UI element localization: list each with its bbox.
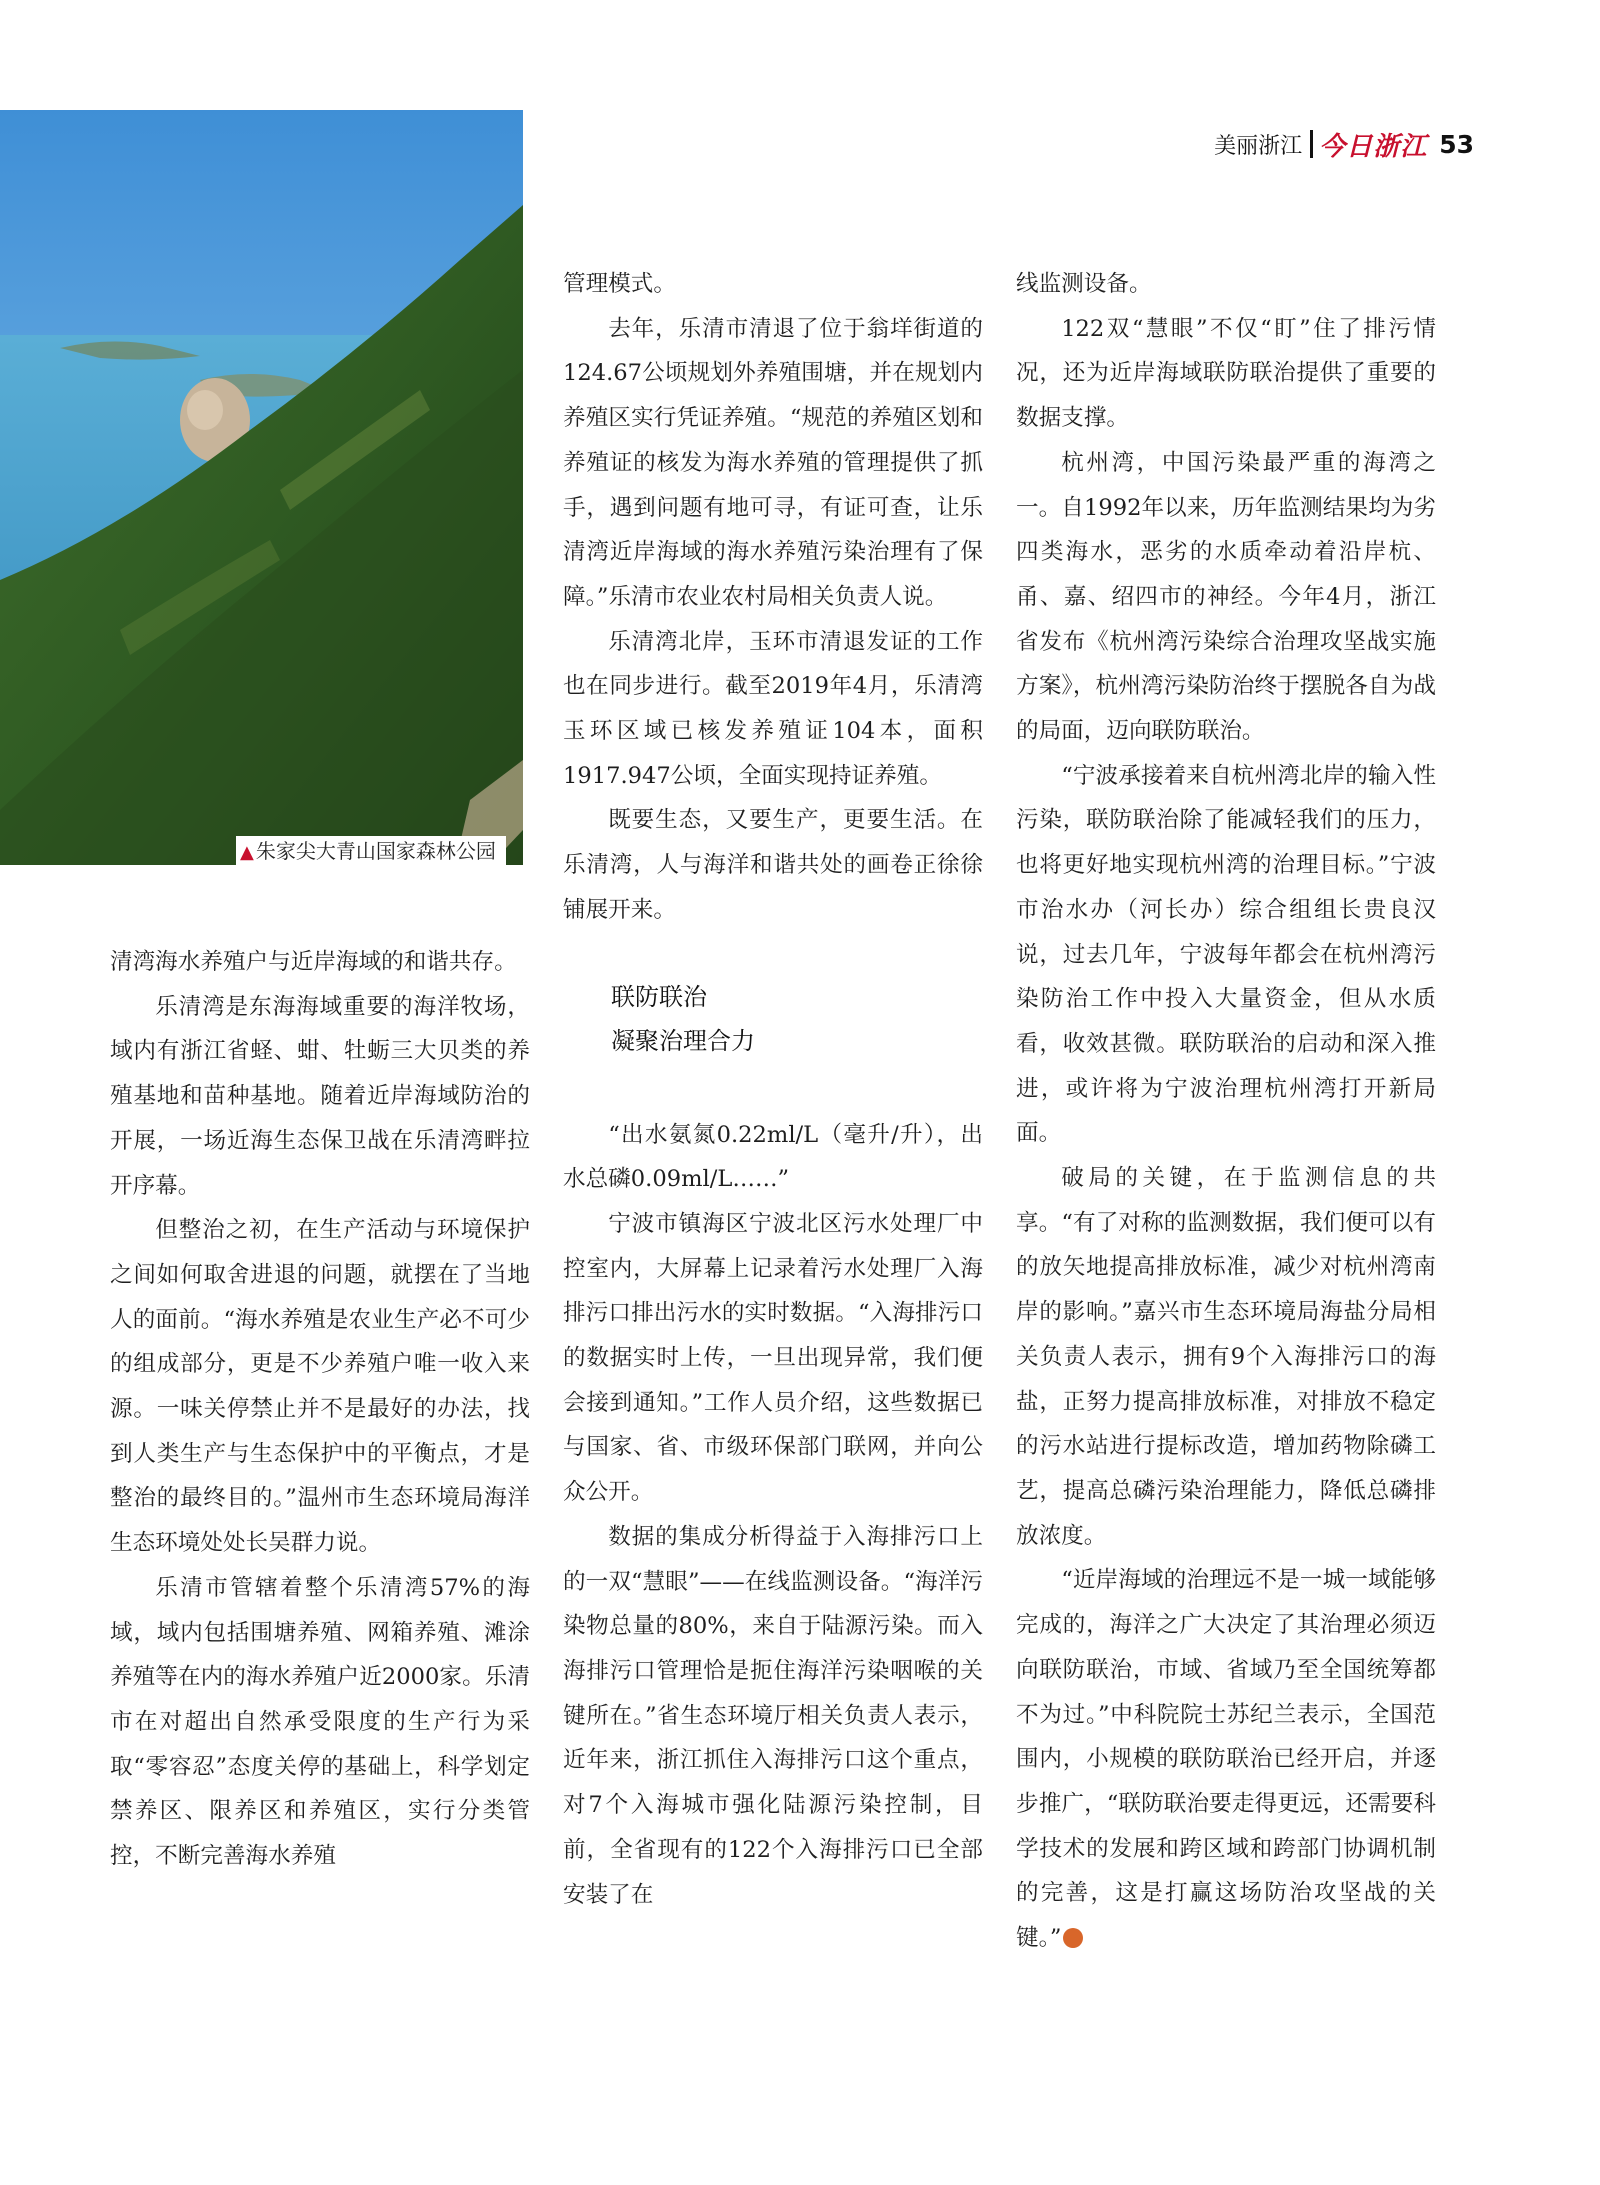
header-divider	[1310, 130, 1313, 158]
landscape-photo	[0, 110, 523, 865]
subheading-line-1: 联防联治	[611, 982, 707, 1011]
paragraph: 乐清湾是东海海域重要的海洋牧场，域内有浙江省蛏、蚶、牡蛎三大贝类的养殖基地和苗种基地。随着近岸海域防治的开展，一场近海生态保卫战在乐清湾畔拉开序幕。	[110, 993, 530, 1199]
paragraph: 宁波市镇海区宁波北区污水处理厂中控室内，大屏幕上记录着污水处理厂入海排污口排出污水的实时数据。“入海排污口的数据实时上传，一旦出现异常，我们便会接到通知。”工作人员介绍，这些数据已与国家、省、市级环保部门联网，并向公众公开。	[563, 1210, 983, 1506]
paragraph: 但整治之初，在生产活动与环境保护之间如何取舍进退的问题，就摆在了当地人的面前。“海水养殖是农业生产必不可少的组成部分，更是不少养殖户唯一收入来源。一味关停禁止并不是最好的办法，找到人类生产与生态保护中的平衡点，才是整治的最终目的。”温州市生态环境局海洋生态环境处处长吴群力说。	[110, 1217, 530, 1557]
paragraph: 管理模式。	[563, 271, 676, 297]
paragraph: “宁波承接着来自杭州湾北岸的输入性污染，联防联治除了能减轻我们的压力，也将更好地实现杭州湾的治理目标。”宁波市治水办（河长办）综合组组长贵良汉说，过去几年，宁波每年都会在杭州湾污染防治工作中投入大量资金，但从水质看，收效甚微。联防联治的启动和深入推进，或许将为宁波治理杭州湾打开新局面。	[1016, 762, 1436, 1147]
final-text: “近岸海域的治理远不是一城一域能够完成的，海洋之广大决定了其治理必须迈向联防联治，市域、省域乃至全国统筹都不为过。”中科院院士苏纪兰表示，全国范围内，小规模的联防联治已经开启，并逐步推广，“联防联治要走得更远，还需要科学技术的发展和跨区域和跨部门协调机制的完善，这是打赢这场防治攻坚战的关键。”	[1016, 1567, 1436, 1952]
paragraph: 去年，乐清市清退了位于翁垟街道的124.67公顷规划外养殖围塘，并在规划内养殖区实行凭证养殖。“规范的养殖区划和养殖证的核发为海水养殖的管理提供了抓手，遇到问题有地可寻，有证可查，让乐清湾近岸海域的海水养殖污染治理有了保障。”乐清市农业农村局相关负责人说。	[563, 315, 983, 610]
paragraph: 破局的关键，在于监测信息的共享。“有了对称的监测数据，我们便可以有的放矢地提高排放标准，减少对杭州湾南岸的影响。”嘉兴市生态环境局海盐分局相关负责人表示，拥有9个入海排污口的海盐，正努力提高排放标准，对排放不稳定的污水站进行提标改造，增加药物除磷工艺，提高总磷污染治理能力，降低总磷排放浓度。	[1016, 1165, 1436, 1549]
subheading-line-2: 凝聚治理合力	[611, 1026, 755, 1055]
paragraph: 既要生态，又要生产，更要生活。在乐清湾，人与海洋和谐共处的画卷正徐徐铺展开来。	[563, 807, 983, 923]
caption-marker: ▲	[240, 842, 254, 863]
paragraph-final	[1016, 1558, 1436, 1960]
magazine-logo: 今日浙江	[1319, 131, 1428, 162]
paragraph: “出水氨氮0.22ml/L（毫升/升），出水总磷0.09ml/L……”	[563, 1121, 983, 1193]
paragraph: 杭州湾，中国污染最严重的海湾之一。自1992年以来，历年监测结果均为劣四类海水，恶劣的水质牵动着沿岸杭、甬、嘉、绍四市的神经。今年4月，浙江省发布《杭州湾污染综合治理攻坚战实施方案》，杭州湾污染防治终于摆脱各自为战的局面，迈向联防联治。	[1016, 449, 1436, 745]
paragraph: 线监测设备。	[1016, 271, 1152, 297]
article-column-2	[563, 262, 983, 1917]
page-number: 53	[1439, 129, 1474, 159]
page-header	[1214, 124, 1474, 164]
section-subheading	[563, 975, 983, 1063]
caption-text: 朱家尖大青山国家森林公园	[255, 839, 496, 863]
end-mark-icon	[1063, 1928, 1083, 1948]
paragraph: 乐清市管辖着整个乐清湾57%的海域，域内包括围塘养殖、网箱养殖、滩涂养殖等在内的海水养殖户近2000家。乐清市在对超出自然承受限度的生产行为采取“零容忍”态度关停的基础上，科学划定禁养区、限养区和养殖区，实行分类管控，不断完善海水养殖	[110, 1574, 530, 1870]
paragraph: 乐清湾北岸，玉环市清退发证的工作也在同步进行。截至2019年4月，乐清湾玉环区域已核发养殖证104本，面积1917.947公顷，全面实现持证养殖。	[563, 628, 983, 789]
paragraph: 122双“慧眼”不仅“盯”住了排污情况，还为近岸海域联防联治提供了重要的数据支撑。	[1016, 315, 1436, 432]
article-column-3	[1016, 262, 1436, 1961]
article-column-1	[110, 940, 530, 1879]
paragraph: 数据的集成分析得益于入海排污口上的一双“慧眼”——在线监测设备。“海洋污染物总量的80%，来自于陆源污染。而入海排污口管理恰是扼住海洋污染咽喉的关键所在。”省生态环境厅相关负责人表示，近年来，浙江抓住入海排污口这个重点，对7个入海城市强化陆源污染控制，目前，全省现有的122个入海排污口已全部安装了在	[563, 1523, 983, 1908]
photo-caption	[236, 836, 506, 866]
section-title: 美丽浙江	[1214, 133, 1303, 159]
paragraph: 清湾海水养殖户与近岸海域的和谐共存。	[110, 949, 517, 975]
